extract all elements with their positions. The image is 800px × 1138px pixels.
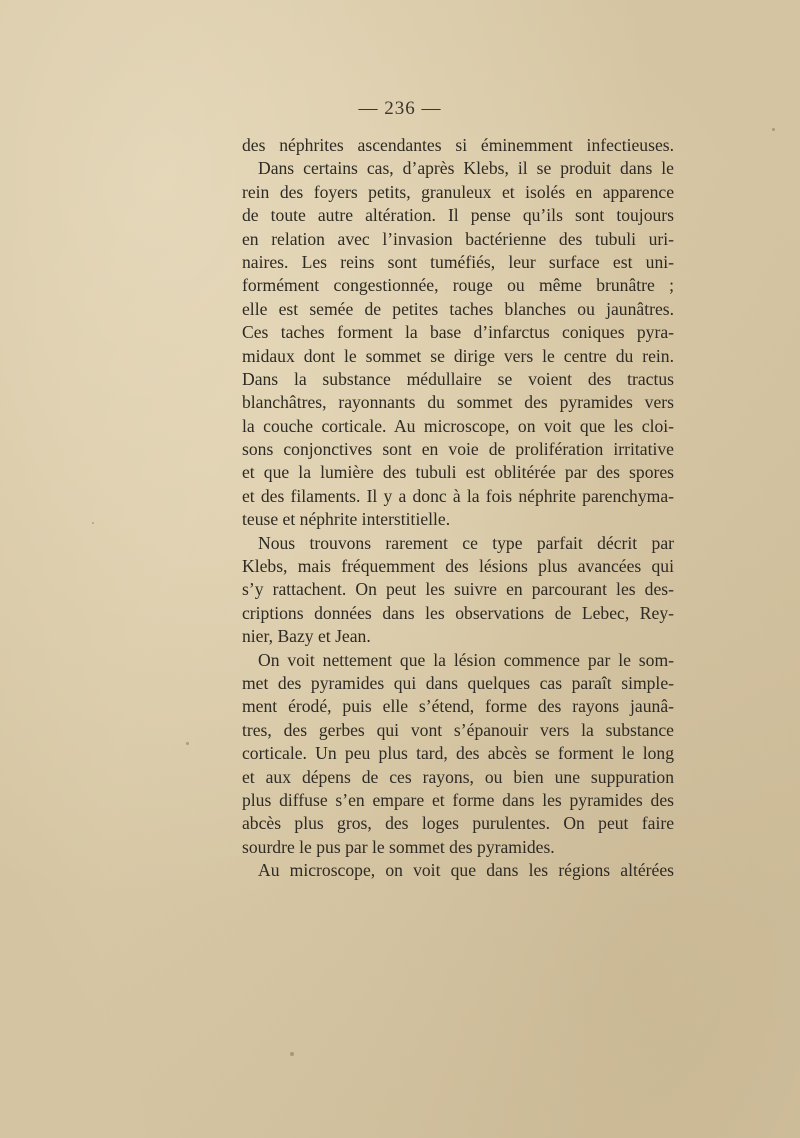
text-line: ment érodé, puis elle s’étend, forme des rayons jaunâ- (242, 696, 674, 717)
text-line: tres, des gerbes qui vont s’épanouir vers la substance (242, 719, 674, 740)
text-line: la couche corticale. Au microscope, on voit que les cloi- (242, 415, 674, 436)
text-line: Ces taches forment la base d’infarctus coniques pyra- (242, 322, 674, 343)
text-line: sourdre le pus par le sommet des pyramides. (242, 836, 555, 857)
text-line: plus diffuse s’en empare et forme dans les pyramides des (242, 789, 674, 810)
text-line: sons conjonctives sont en voie de prolifération irritative (242, 439, 674, 460)
text-line: abcès plus gros, des loges purulentes. On peut faire (242, 813, 674, 834)
body-text (242, 134, 674, 883)
text-line: s’y rattachent. On peut les suivre en parcourant les des- (242, 579, 674, 600)
paper-speck (772, 128, 775, 131)
paper-speck (290, 1052, 294, 1056)
paper-speck (186, 742, 189, 745)
text-line: et des filaments. Il y a donc à la fois néphrite parenchyma- (242, 485, 674, 506)
text-line: formément congestionnée, rouge ou même brunâtre ; (242, 275, 674, 296)
text-line: met des pyramides qui dans quelques cas paraît simple- (242, 672, 674, 693)
text-line: des néphrites ascendantes si éminemment infectieuses. (242, 135, 674, 155)
text-line: rein des foyers petits, granuleux et isolés en apparence (242, 181, 674, 202)
text-line: On voit nettement que la lésion commence par le som- (258, 649, 674, 670)
text-line: elle est semée de petites taches blanches ou jaunâtres. (242, 298, 674, 319)
text-line: en relation avec l’invasion bactérienne des tubuli uri- (242, 228, 674, 249)
text-line: nier, Bazy et Jean. (242, 626, 371, 647)
text-line: Dans certains cas, d’après Klebs, il se produit dans le (258, 158, 674, 179)
text-line: Klebs, mais fréquemment des lésions plus avancées qui (242, 556, 674, 577)
page-number: — 236 — (358, 98, 442, 119)
text-line: blanchâtres, rayonnants du sommet des pyramides vers (242, 392, 674, 413)
paper-speck (92, 522, 94, 524)
text-line: teuse et néphrite interstitielle. (242, 509, 451, 530)
text-line: Nous trouvons rarement ce type parfait décrit par (258, 532, 674, 553)
text-line: et aux dépens de ces rayons, ou bien une suppuration (242, 766, 674, 787)
text-line: criptions données dans les observations de Lebec, Rey- (242, 602, 674, 623)
text-line: Dans la substance médullaire se voient des tractus (242, 368, 674, 389)
text-line: naires. Les reins sont tuméfiés, leur surface est uni- (242, 251, 674, 272)
text-line: de toute autre altération. Il pense qu’ils sont toujours (242, 205, 674, 226)
text-line: corticale. Un peu plus tard, des abcès se forment le long (242, 743, 674, 764)
text-line: Au microscope, on voit que dans les régions altérées (258, 860, 674, 881)
text-line: midaux dont le sommet se dirige vers le centre du rein. (242, 345, 674, 366)
text-line: et que la lumière des tubuli est oblitérée par des spores (242, 462, 674, 483)
